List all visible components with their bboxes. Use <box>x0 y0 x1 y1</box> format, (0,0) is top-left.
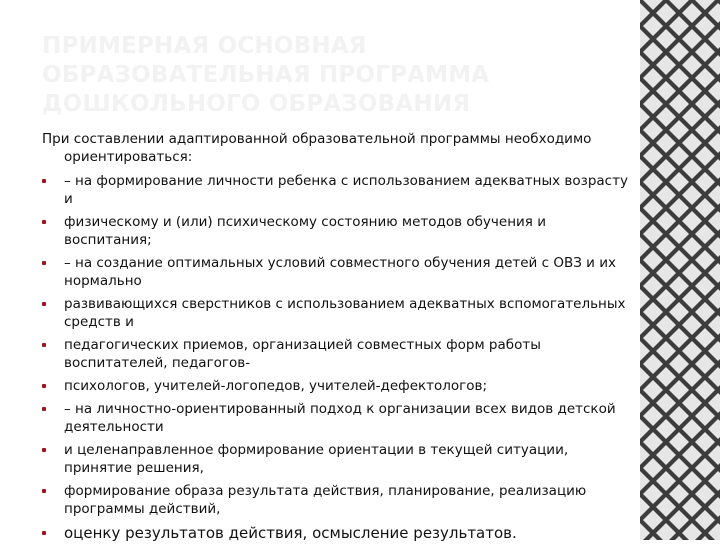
diamond-shape <box>695 42 715 62</box>
diamond-shape <box>643 354 663 374</box>
list-item <box>42 400 632 436</box>
diamond-shape <box>669 432 689 452</box>
slide-body <box>42 130 632 548</box>
diamond-shape <box>695 224 715 244</box>
diamond-shape <box>656 445 676 465</box>
diamond-shape <box>643 94 663 114</box>
diamond-shape <box>643 380 663 400</box>
diamond-shape <box>669 328 689 348</box>
list-item-text: – на формирование личности ребенка с использованием адекватных возрасту и <box>64 173 628 207</box>
diamond-shape <box>695 250 715 270</box>
diamond-shape <box>708 107 720 127</box>
diamond-shape <box>640 315 650 335</box>
diamond-shape <box>708 367 720 387</box>
diamond-shape <box>682 55 702 75</box>
diamond-shape <box>708 471 720 491</box>
diamond-shape <box>708 133 720 153</box>
list-item <box>42 377 632 395</box>
diamond-shape <box>656 315 676 335</box>
diamond-shape <box>640 471 650 491</box>
diamond-shape <box>695 146 715 166</box>
title-line: ДОШКОЛЬНОГО ОБРАЗОВАНИЯ <box>42 91 471 117</box>
list-item-text: и целенаправленное формирование ориентации в текущей ситуации, принятие решения, <box>64 442 569 476</box>
diamond-shape <box>669 484 689 504</box>
diamond-shape <box>708 419 720 439</box>
diamond-shape <box>708 289 720 309</box>
diamond-shape <box>695 328 715 348</box>
diamond-shape <box>669 276 689 296</box>
list-item <box>42 336 632 372</box>
diamond-shape <box>643 146 663 166</box>
diamond-shape <box>682 263 702 283</box>
diamond-shape <box>708 3 720 23</box>
diamond-shape <box>669 94 689 114</box>
diamond-shape <box>695 458 715 478</box>
diamond-shape <box>643 276 663 296</box>
diamond-shape <box>640 211 650 231</box>
diamond-shape <box>708 211 720 231</box>
diamond-shape <box>695 406 715 426</box>
diamond-shape <box>708 445 720 465</box>
diamond-shape <box>682 341 702 361</box>
diamond-shape <box>682 523 702 540</box>
diamond-shape <box>640 185 650 205</box>
bullet-list <box>42 172 632 543</box>
diamond-shape <box>669 172 689 192</box>
list-item <box>42 482 632 518</box>
diamond-shape <box>669 302 689 322</box>
diamond-shape <box>643 250 663 270</box>
list-item <box>42 254 632 290</box>
title-line: ПРИМЕРНАЯ ОСНОВНАЯ <box>42 33 367 59</box>
diamond-shape <box>640 341 650 361</box>
diamond-shape <box>656 367 676 387</box>
list-item <box>42 441 632 477</box>
diamond-shape <box>708 29 720 49</box>
diamond-shape <box>643 172 663 192</box>
diamond-shape <box>656 185 676 205</box>
diamond-shape <box>695 0 715 10</box>
diamond-shape <box>682 419 702 439</box>
diamond-shape <box>682 159 702 179</box>
list-item-text: оценку результатов действия, осмысление результатов. <box>64 524 517 542</box>
diamond-shape <box>669 250 689 270</box>
diamond-shape <box>656 341 676 361</box>
diamond-shape <box>643 302 663 322</box>
diamond-shape <box>643 0 663 10</box>
diamond-shape <box>656 471 676 491</box>
diamond-shape <box>669 146 689 166</box>
diamond-shape <box>656 107 676 127</box>
diamond-shape <box>643 510 663 530</box>
diamond-shape <box>695 380 715 400</box>
diamond-shape <box>656 237 676 257</box>
diamond-shape <box>643 224 663 244</box>
diamond-shape <box>656 523 676 540</box>
list-item <box>42 213 632 249</box>
bullet-icon <box>42 531 46 535</box>
list-item <box>42 172 632 208</box>
bullet-icon <box>42 220 46 224</box>
list-item-text: психологов, учителей-логопедов, учителей-дефектологов; <box>64 378 488 394</box>
title-line: ОБРАЗОВАТЕЛЬНАЯ ПРОГРАММА <box>42 62 490 88</box>
list-item <box>42 295 632 331</box>
diamond-shape <box>643 16 663 36</box>
diamond-shape <box>643 42 663 62</box>
diamond-shape <box>695 94 715 114</box>
list-item-text: развивающихся сверстников с использованием адекватных вспомогательных средств и <box>64 296 626 330</box>
diamond-shape <box>640 263 650 283</box>
diamond-shape <box>695 276 715 296</box>
diamond-shape <box>643 328 663 348</box>
diamond-shape <box>708 523 720 540</box>
diamond-shape <box>695 68 715 88</box>
diamond-shape <box>708 315 720 335</box>
diamond-shape <box>682 315 702 335</box>
diamond-shape <box>643 406 663 426</box>
diamond-shape <box>656 263 676 283</box>
diamond-shape <box>656 81 676 101</box>
diamond-shape <box>708 55 720 75</box>
diamond-shape <box>682 81 702 101</box>
diamond-shape <box>640 133 650 153</box>
diamond-shape <box>640 159 650 179</box>
diamond-shape <box>640 367 650 387</box>
diamond-shape <box>708 341 720 361</box>
diamond-shape <box>695 510 715 530</box>
diamond-shape <box>656 211 676 231</box>
diamond-shape <box>682 107 702 127</box>
slide-title <box>42 32 622 119</box>
diamond-shape <box>643 68 663 88</box>
diamond-shape <box>669 224 689 244</box>
bullet-icon <box>42 179 46 183</box>
intro-text: При составлении адаптированной образовательной программы необходимо ориентироваться: <box>42 131 592 165</box>
diamond-shape <box>695 302 715 322</box>
diamond-shape <box>640 523 650 540</box>
bullet-icon <box>42 302 46 306</box>
diamond-shape <box>669 354 689 374</box>
diamond-shape <box>695 432 715 452</box>
diamond-shape <box>640 3 650 23</box>
diamond-shape <box>640 29 650 49</box>
diamond-shape <box>682 393 702 413</box>
diamond-shape <box>656 55 676 75</box>
diamond-shape <box>682 237 702 257</box>
diamond-shape <box>695 354 715 374</box>
diamond-shape <box>640 55 650 75</box>
diamond-shape <box>640 81 650 101</box>
diamond-shape <box>669 120 689 140</box>
diamond-shape <box>656 497 676 517</box>
diamond-shape <box>682 3 702 23</box>
diamond-shape <box>708 393 720 413</box>
diamond-shape <box>682 133 702 153</box>
diamond-shape <box>695 16 715 36</box>
diamond-pattern-icon <box>640 0 720 540</box>
diamond-shape <box>682 289 702 309</box>
bullet-icon <box>42 384 46 388</box>
diamond-shape <box>695 172 715 192</box>
list-item-text: формирование образа результата действия, планирование, реализацию программы действий, <box>64 483 587 517</box>
diamond-shape <box>640 497 650 517</box>
diamond-shape <box>682 211 702 231</box>
bullet-icon <box>42 343 46 347</box>
list-item <box>42 523 632 543</box>
diamond-shape <box>640 107 650 127</box>
diamond-shape <box>643 458 663 478</box>
diamond-shape <box>656 29 676 49</box>
bullet-icon <box>42 489 46 493</box>
diamond-shape <box>640 445 650 465</box>
diamond-shape <box>708 185 720 205</box>
diamond-shape <box>669 16 689 36</box>
list-item-text: – на создание оптимальных условий совместного обучения детей с ОВЗ и их нормально <box>64 255 616 289</box>
diamond-shape <box>669 406 689 426</box>
diamond-shape <box>708 159 720 179</box>
list-item-text: – на личностно-ориентированный подход к организации всех видов детской деятельности <box>64 401 616 435</box>
bullet-icon <box>42 261 46 265</box>
diamond-shape <box>682 497 702 517</box>
diamond-shape <box>643 120 663 140</box>
diamond-shape <box>656 133 676 153</box>
diamond-shape <box>656 3 676 23</box>
diamond-shape <box>708 497 720 517</box>
diamond-shape <box>640 419 650 439</box>
list-item-text: физическому и (или) психическому состоянию методов обучения и воспитания; <box>64 214 546 248</box>
diamond-shape <box>682 445 702 465</box>
diamond-shape <box>708 263 720 283</box>
bullet-icon <box>42 448 46 452</box>
diamond-shape <box>656 419 676 439</box>
diamond-shape <box>656 159 676 179</box>
diamond-shape <box>669 380 689 400</box>
diamond-shape <box>640 393 650 413</box>
diamond-shape <box>669 68 689 88</box>
diamond-shape <box>708 237 720 257</box>
diamond-shape <box>695 120 715 140</box>
diamond-shape <box>643 484 663 504</box>
diamond-shape <box>669 510 689 530</box>
diamond-shape <box>656 289 676 309</box>
diamond-shape <box>643 432 663 452</box>
diamond-shape <box>643 198 663 218</box>
diamond-shape <box>669 0 689 10</box>
diamond-shape <box>682 29 702 49</box>
diamond-shape <box>669 42 689 62</box>
diamond-shape <box>682 185 702 205</box>
diamond-shape <box>682 367 702 387</box>
diamond-shape <box>640 289 650 309</box>
diamond-shape <box>682 471 702 491</box>
diamond-shape <box>708 81 720 101</box>
diamond-shape <box>656 393 676 413</box>
diamond-shape <box>695 484 715 504</box>
diamond-shape <box>695 198 715 218</box>
diamond-shape <box>669 198 689 218</box>
diamond-shape <box>640 237 650 257</box>
list-item-text: педагогических приемов, организацией совместных форм работы воспитателей, педагогов- <box>64 337 541 371</box>
bullet-icon <box>42 407 46 411</box>
diamond-shape <box>669 458 689 478</box>
decorative-diamond-pattern <box>640 0 720 540</box>
